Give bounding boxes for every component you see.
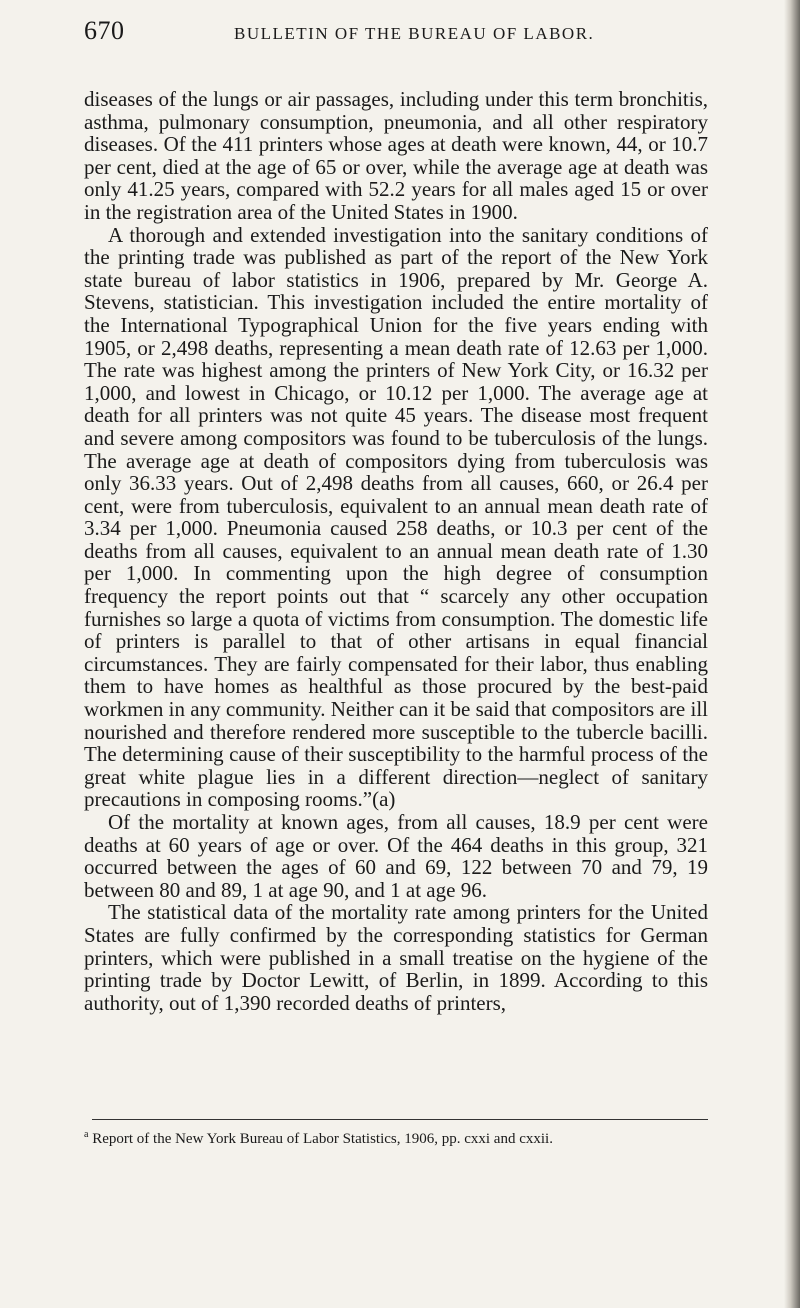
footnote-text: Report of the New York Bureau of Labor Statistics, 1906, pp. cxxi and cxxii. xyxy=(92,1131,553,1147)
page-edge-shadow xyxy=(784,0,800,1308)
paragraph-lung-diseases: diseases of the lungs or air passages, including under this term bronchitis, asthma, pulmonary consumption, pneumonia, and all other respiratory diseases. Of the 411 printers whose ages at death were known, 44, or 10.7 per cent, died at the age of 65 or over, while the average age at death was only 41.25 years, compared with 52.2 years for all males aged 15 or over in the registration area of the United States in 1900. xyxy=(84,87,708,224)
paragraph-mortality-known-ages: Of the mortality at known ages, from all causes, 18.9 per cent were deaths at 60 years of age or over. Of the 464 deaths in this group, 321 occurred between the ages of 60 and 69, 122 between 70 and 79, 19 between 80 and 89, 1 at age 90, and 1 at age 96. xyxy=(84,810,708,902)
body-text xyxy=(84,88,708,1014)
footnote-marker: a xyxy=(84,1129,89,1140)
running-head: BULLETIN OF THE BUREAU OF LABOR. xyxy=(234,24,595,43)
paragraph-german-printers: The statistical data of the mortality rate among printers for the United States are fully confirmed by the corresponding statistics for German printers, which were published in a small treatise on the hygiene of the printing trade by Doctor Lewitt, of Berlin, in 1899. According to this authority, out of 1,390 recorded deaths of printers, xyxy=(84,900,708,1015)
footnote-rule xyxy=(92,1119,708,1120)
paragraph-new-york-investigation: A thorough and extended investigation into the sanitary conditions of the printing trade was published as part of the report of the New York state bureau of labor statistics in 1906, prepared by Mr. George A. Stevens, statistician. This investigation included the entire mortality of the International Typographical Union for the five years ending with 1905, or 2,498 deaths, representing a mean death rate of 12.63 per 1,000. The rate was highest among the printers of New York City, or 16.32 per 1,000, and lowest in Chicago, or 10.12 per 1,000. The average age at death for all printers was not quite 45 years. The disease most frequent and severe among compositors was found to be tuberculosis of the lungs. The average age at death of compositors dying from tuberculosis was only 36.33 years. Out of 2,498 deaths from all causes, 660, or 26.4 per cent, were from tuberculosis, equivalent to an annual mean death rate of 3.34 per 1,000. Pneumonia caused 258 deaths, or 10.3 per cent of the deaths from all causes, equivalent to an annual mean death rate of 1.30 per 1,000. In commenting upon the high degree of consumption frequency the report points out that “ scarcely any other occupation furnishes so large a quota of victims from consumption. The domestic life of printers is parallel to that of other artisans in equal financial circumstances. They are fairly compensated for their labor, thus enabling them to have homes as healthful as those procured by the best-paid workmen in any community. Neither can it be said that compositors are ill nourished and therefore rendered more susceptible to the tubercle bacilli. The determining cause of their susceptibility to the harmful process of the great white plague lies in a different direction—neglect of sanitary precautions in composing rooms.”(a) xyxy=(84,222,708,812)
page-number: 670 xyxy=(84,16,125,45)
page-header xyxy=(84,16,710,52)
footnote xyxy=(84,1126,708,1148)
